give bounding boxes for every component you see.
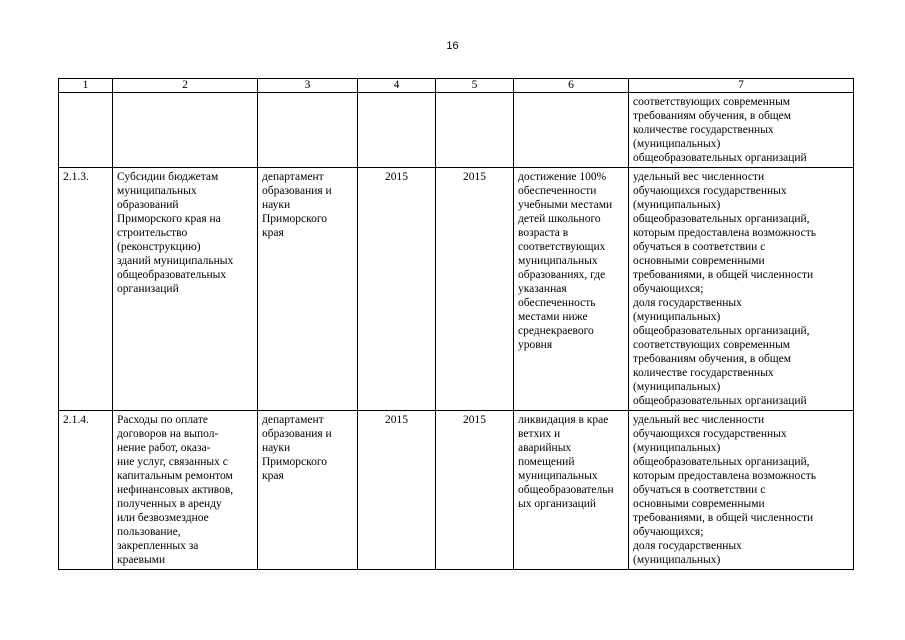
start-year: 2015: [358, 411, 436, 570]
executor: департамент образования и науки Приморского края: [258, 411, 358, 570]
table-row: [59, 411, 854, 570]
indicator: соответствующих современным требованиям обучения, в общем количестве государственных (муниципальных) общеобразовательных организаций: [629, 93, 854, 168]
column-header: 4: [358, 79, 436, 93]
measure-name: Субсидии бюджетам муниципальных образований Приморского края на строительство (реконструкцию) зданий муниципальных общеобразовательных организаций: [113, 168, 258, 411]
column-header: 3: [258, 79, 358, 93]
expected-result: [514, 93, 629, 168]
program-table: [58, 78, 854, 570]
start-year: 2015: [358, 168, 436, 411]
row-number: 2.1.3.: [59, 168, 113, 411]
page-number: 16: [446, 40, 459, 52]
expected-result: ликвидация в крае ветхих и аварийных помещений муниципальных общеобразовательн ых организаций: [514, 411, 629, 570]
column-header: 5: [436, 79, 514, 93]
column-header: 2: [113, 79, 258, 93]
column-header: 6: [514, 79, 629, 93]
end-year: 2015: [436, 168, 514, 411]
start-year: [358, 93, 436, 168]
row-number: [59, 93, 113, 168]
measure-name: Расходы по оплате договоров на выпол- нение работ, оказа- ние услуг, связанных с капитальным ремонтом нефинансовых активов, полученных в аренду или безвозмездное пользование, закрепленных за краевыми: [113, 411, 258, 570]
table-header-row: [59, 79, 854, 93]
executor: [258, 93, 358, 168]
row-number: 2.1.4.: [59, 411, 113, 570]
expected-result: достижение 100% обеспеченности учебными местами детей школьного возраста в соответствующих муниципальных образованиях, где указанная обеспеченность местами ниже среднекраевого уровня: [514, 168, 629, 411]
end-year: 2015: [436, 411, 514, 570]
executor: департамент образования и науки Приморского края: [258, 168, 358, 411]
measure-name: [113, 93, 258, 168]
end-year: [436, 93, 514, 168]
table-row: [59, 168, 854, 411]
column-header: 1: [59, 79, 113, 93]
indicator: удельный вес численности обучающихся государственных (муниципальных) общеобразовательных организаций, которым предоставлена возможность обучаться в соответствии с основными современными требованиями, в общей численности обучающихся; доля государственных (муниципальных) общеобразовательных организаций, соответствующих современным требованиям обучения, в общем количестве государственных (муниципальных) общеобразовательных организаций: [629, 168, 854, 411]
column-header: 7: [629, 79, 854, 93]
table-row: [59, 93, 854, 168]
indicator: удельный вес численности обучающихся государственных (муниципальных) общеобразовательных организаций, которым предоставлена возможность обучаться в соответствии с основными современными требованиями, в общей численности обучающихся; доля государственных (муниципальных): [629, 411, 854, 570]
